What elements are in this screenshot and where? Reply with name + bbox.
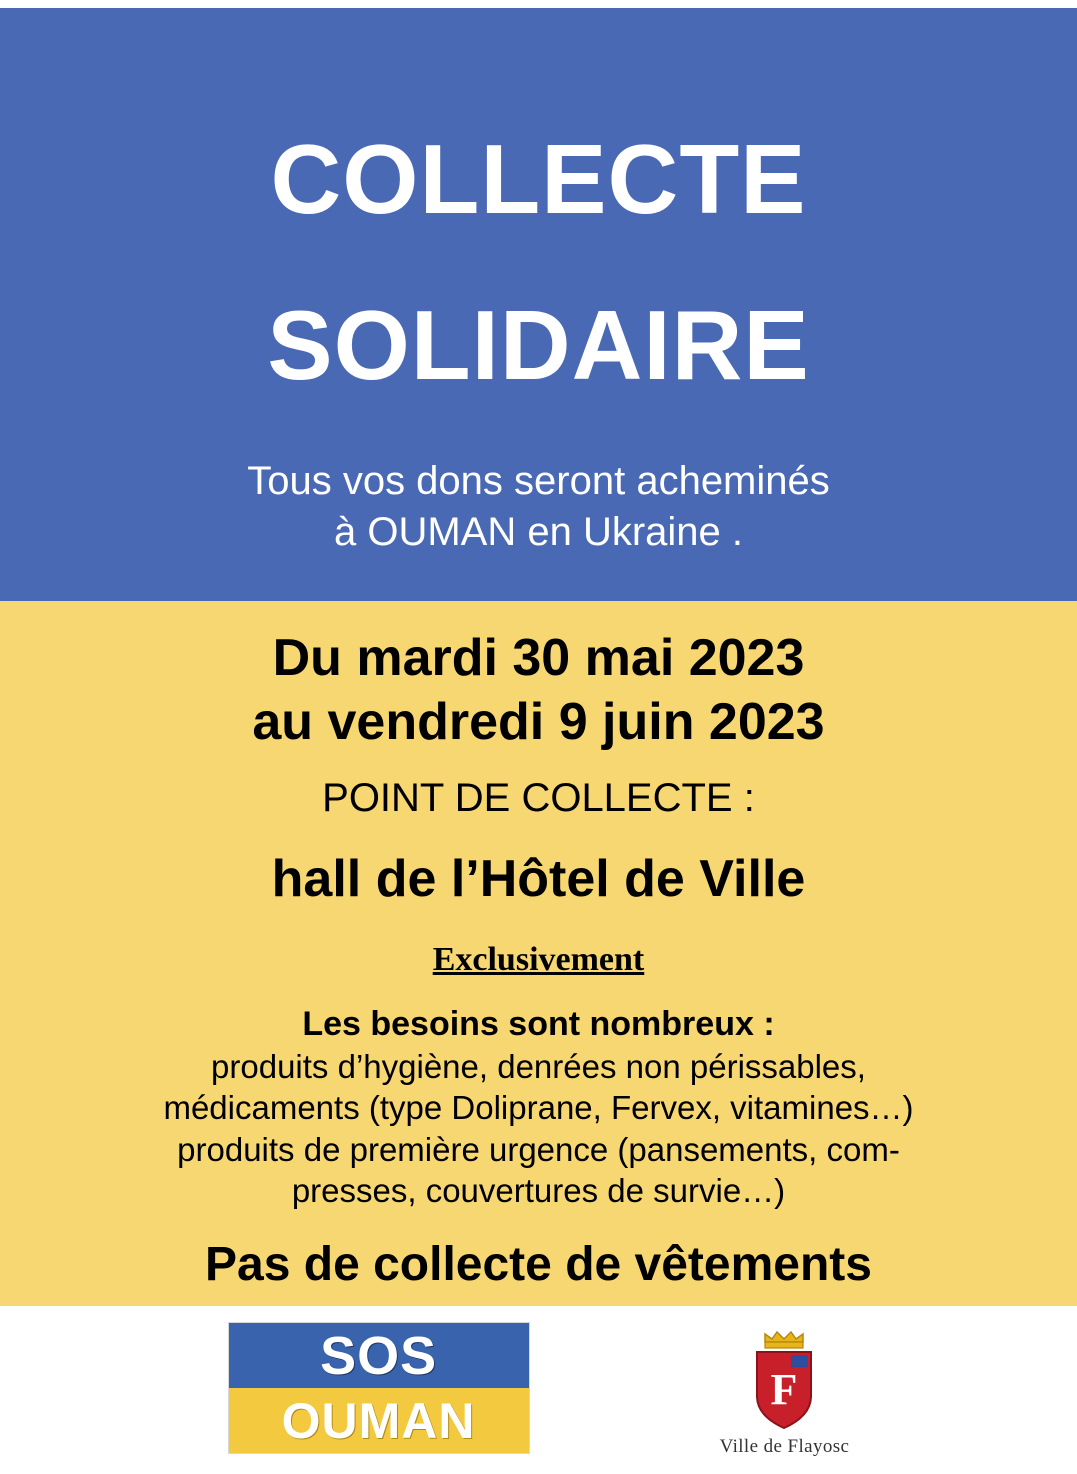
poster-title-line-2: SOLIDAIRE [267, 289, 810, 400]
no-clothes-notice: Pas de collecte de vêtements [205, 1238, 872, 1292]
exclusively-note: Exclusivement [432, 941, 645, 979]
flayosc-crest [720, 1324, 850, 1458]
collection-dates [252, 627, 824, 754]
needs-line: produits de première urgence (pansements, com- [177, 1130, 900, 1168]
poster-header-band [0, 8, 1077, 601]
sos-ouman-logo-line-1: SOS [229, 1323, 529, 1388]
sos-ouman-logo [228, 1322, 530, 1454]
needs-title: Les besoins sont nombreux : [302, 1005, 775, 1044]
poster-title-line-1: COLLECTE [270, 124, 807, 234]
flayosc-crest-caption: Ville de Flayosc [719, 1436, 850, 1458]
poster-footer [0, 1306, 1077, 1474]
needs-line: presses, couvertures de survie…) [291, 1171, 786, 1209]
poster-body-band [0, 601, 1077, 1306]
collection-point-label: POINT DE COLLECTE : [322, 776, 755, 821]
collection-dates-line-2: au vendredi 9 juin 2023 [252, 692, 825, 751]
collection-point-value: hall de l’Hôtel de Ville [271, 850, 806, 909]
sos-ouman-logo-line-2: OUMAN [229, 1388, 529, 1453]
svg-text:F: F [771, 1365, 798, 1415]
poster-subtitle-line-1: Tous vos dons seront acheminés [247, 458, 830, 503]
shield-icon [741, 1324, 827, 1434]
poster-subtitle [0, 456, 1077, 558]
collection-dates-line-1: Du mardi 30 mai 2023 [272, 629, 805, 688]
needs-list [163, 1046, 913, 1211]
needs-line: produits d’hygiène, denrées non périssables, [211, 1048, 866, 1086]
poster-subtitle-line-2: à OUMAN en Ukraine . [333, 510, 744, 555]
needs-line: médicaments (type Doliprane, Fervex, vitamines…) [163, 1089, 914, 1127]
